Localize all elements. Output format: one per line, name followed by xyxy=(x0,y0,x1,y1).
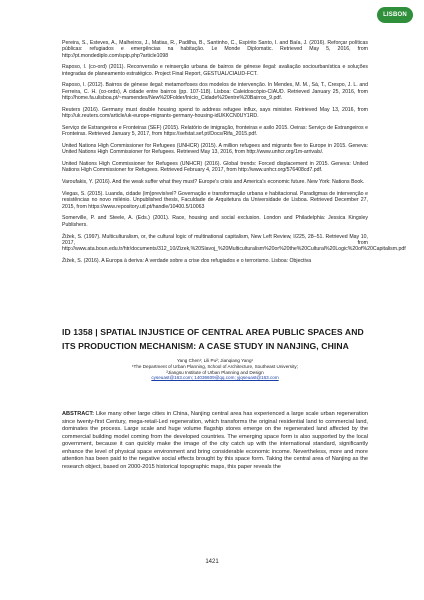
reference-item: United Nations High Commissioner for Refugees (UNHCR) (2015). A million refugees and migrants flee to Europe in 2015. Geneva: United Nations High Commissioner for Refugees. Retrieved May 13, 2016, from http://www.unhcr.org/1m-arrivals/. xyxy=(62,143,368,156)
references-list xyxy=(62,40,406,270)
reference-item: Raposo, I. (2012). Bairros de génese ilegal: metamorfoses dos modelos de intervenção. In Mendes, M. M., Sá, T., Crespo, J. L. and Ferreira, C. H. (co-ords), A cidade entre bairros (pp. 107-118). Lisboa: Caleidoscópio-CIAUD. Retrieved January 25, 2016, from http://home.fa.ulisboa.pt/~mamendes/New%20Folder/Inicio_Cidade%20entre%20Bairros_9.pdf. xyxy=(62,82,368,102)
author-emails[interactable]: cyseuast@163.com; 14036609@qq.com; yjqseuast@163.com xyxy=(151,375,279,381)
reference-item: Varoufakis, Y. (2016). And the weak suffer what they must? Europe's crisis and America's economic future. New York: Nations Book. xyxy=(62,179,365,186)
paper-title: ID 1358 | SPATIAL INJUSTICE OF CENTRAL AREA PUBLIC SPACES AND ITS PRODUCTION MECHANISM: A CASE STUDY IN NANJING, CHINA xyxy=(62,327,364,351)
reference-item: United Nations High Commissioner for Refugees (UNHCR) (2016). Global trends: Forced displacement in 2015. Geneva: United Nations High Commissioner for Refugees. Retrieved February 4, 2017, from http://www.unhcr.org/576408cd7.pdf. xyxy=(62,161,368,174)
author-names: Yang Chen¹; Lili Pu²; Jianqiang Yang¹ xyxy=(176,358,254,363)
affiliation-1: ¹The Department of Urban Planning, School of Architecture, Southeast University; xyxy=(132,363,298,369)
reference-item: Serviço de Estrangeiros e Fronteiras (SEF) (2015). Relatório de imigração, fronteiras e asilo 2015. Oeiras: Serviço de Estrangeiros e Fronteiras. Retrieved January 5, 2017, from https://sefstat.sef.pt/Docs/Rifa_2015.pdf. xyxy=(62,124,368,138)
abstract-label: ABSTRACT: xyxy=(62,411,95,417)
abstract-text: Like many other large cities in China, Nanjing central area has experienced a large scale urban regeneration since twenty-first Century, mega-retail-Led regeneration, which transforms the original residential land to commercial land, dominates the process. Large scale and huge volume flagship stores emerge on the regenerated land affected by the commercial building model coming from the developed countries. The emerging space form is also supported by the local government, because it can quickly make the image of the city catch up with the international standard, significantly enhance the level of physical space environment and bring considerable economic income. Nevertheless, more and more attention has been paid to the negative social effects brought by this space form. Taking the central area of Nanjing as the research object, based on 2000-2015 historical topographic maps, this paper reveals the xyxy=(62,411,368,470)
logo-badge: LISBON xyxy=(377,7,413,23)
reference-item: Viegas, S. (2015). Luanda, cidade (im)previsível? Governação e transformação urbana e habitacional. Paradigmas de intervenção e resistências no novo milénio. Unpublished thesis, Faculdade de Arquitetura da Universidade de Lisboa. Retrieved December 27, 2015, from https://www.repository.utl.pt/handle/10400.5/10063 xyxy=(62,191,368,210)
affiliation-2: ²Jiangsu Institute of Urban Planning and Design xyxy=(166,369,264,375)
reference-item: Žižek, S. (1997). Multiculturalism, or, the cultural logic of multinational capitalism, New Left Review, I/225, 28–51. Retrieved May 10, 2017, from http://www.ata.boun.edu.tr/htr/documents/312_10/Zizek,%20Slavoj_%20Multiculturalism%20or%20the%20Cultural%20Logic%20of%20Capitalism.pdf xyxy=(62,233,406,253)
reference-item: Žižek, S. (2016). A Europa à deriva: A verdade sobre a crise dos refugiados e o terrorismo. Lisboa: Objectiva xyxy=(62,257,312,264)
publisher-logo xyxy=(376,7,414,33)
reference-item: Raposo, I. (co-ord) (2011). Reconversão e reinserção urbana de bairros de génese ilegal: avaliação sociourbanística e soluções integradas de planeamento estratégico. Project Final Report, GESTUAL/CIAUD-FCT. xyxy=(62,64,368,77)
author-block xyxy=(62,358,368,381)
page-number: 1421 xyxy=(205,559,219,565)
abstract xyxy=(62,411,368,471)
reference-item: Reuters (2016). Germany must double housing spend to address refugee influx, says minister. Retrieved May 13, 2016, from http://uk.reuters.com/article/uk-europe-migrants-germany-housing-idUKKCN0UY1RD. xyxy=(62,106,368,120)
reference-item: Pereira, S., Esteves, A., Malheiros, J., Matias, R., Padilha, B., Santinho, C., Espírito Santo, I. and Baía, J. (2016). Reforçar políticas públicas: refugiados e emergências na habitação. Le Monde Diplomatic. Retrieved May 5, 2016, from http://pt.mondediplo.com/spip.php?article1098 xyxy=(62,40,368,59)
reference-item: Somerville, P. and Steele, A. (Eds.) (2001). Race, housing and social exclusion. London and Philadelphia: Jessica Kingsley Publishers. xyxy=(62,215,368,228)
